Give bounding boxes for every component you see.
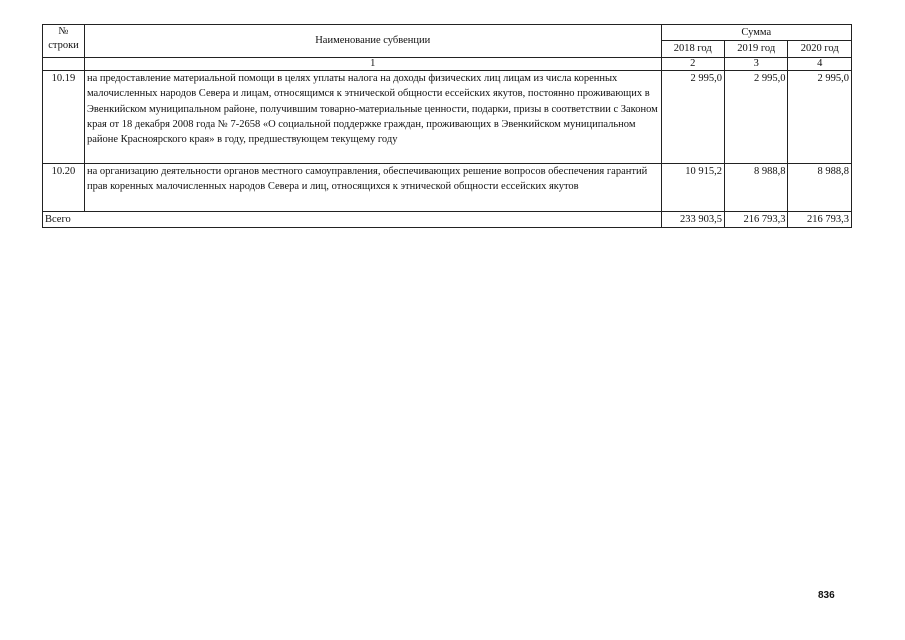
header-row-top — [43, 25, 852, 41]
year-header-2020: 2020 год — [788, 41, 852, 57]
amount-2020: 2 995,0 — [788, 70, 852, 163]
amount-2020: 8 988,8 — [788, 163, 852, 211]
subvention-table — [42, 24, 852, 228]
amount-2018: 10 915,2 — [661, 163, 724, 211]
table-row — [43, 163, 852, 211]
subvention-name: на организацию деятельности органов местного самоуправления, обеспечивающих решение вопросов обеспечения гарантий прав коренных малочисленных народов Севера и лиц, относящихся к этнической общности ессейских якутов — [84, 163, 661, 211]
row-number: 10.20 — [43, 163, 85, 211]
subvention-name: на предоставление материальной помощи в целях уплаты налога на доходы физических лиц лицам из числа коренных малочисленных народов Севера и лицам, относящимся к этнической общности ессейских якутов, постоянно проживающих в Эвенкийском муниципальном районе, получившим товарно-материальные ценности, подарки, призы в соответствии с Законом края от 18 декабря 2008 года № 7-2658 «О социальной поддержке граждан, проживающих в Эвенкийском муниципальном районе Красноярского края» в году, предшествующем текущему году — [84, 70, 661, 163]
total-amount-2018: 233 903,5 — [661, 211, 724, 227]
amount-2019: 2 995,0 — [725, 70, 788, 163]
sum-header: Сумма — [661, 25, 851, 41]
row-number-header-line1: № — [58, 26, 69, 37]
column-index-2: 2 — [661, 57, 724, 70]
year-header-2018: 2018 год — [661, 41, 724, 57]
table-row — [43, 70, 852, 163]
page-number: 836 — [818, 590, 835, 601]
column-index-1: 1 — [84, 57, 661, 70]
column-index-row — [43, 57, 852, 70]
year-header-2019: 2019 год — [725, 41, 788, 57]
total-row — [43, 211, 852, 227]
column-index-4: 4 — [788, 57, 852, 70]
subvention-name-header: Наименование субвенции — [84, 25, 661, 58]
row-number: 10.19 — [43, 70, 85, 163]
amount-2019: 8 988,8 — [725, 163, 788, 211]
total-amount-2019: 216 793,3 — [725, 211, 788, 227]
amount-2018: 2 995,0 — [661, 70, 724, 163]
row-number-header — [43, 25, 85, 58]
column-index-3: 3 — [725, 57, 788, 70]
total-label: Всего — [43, 211, 662, 227]
row-number-header-line2: строки — [48, 40, 79, 51]
total-amount-2020: 216 793,3 — [788, 211, 852, 227]
column-index-empty — [43, 57, 85, 70]
